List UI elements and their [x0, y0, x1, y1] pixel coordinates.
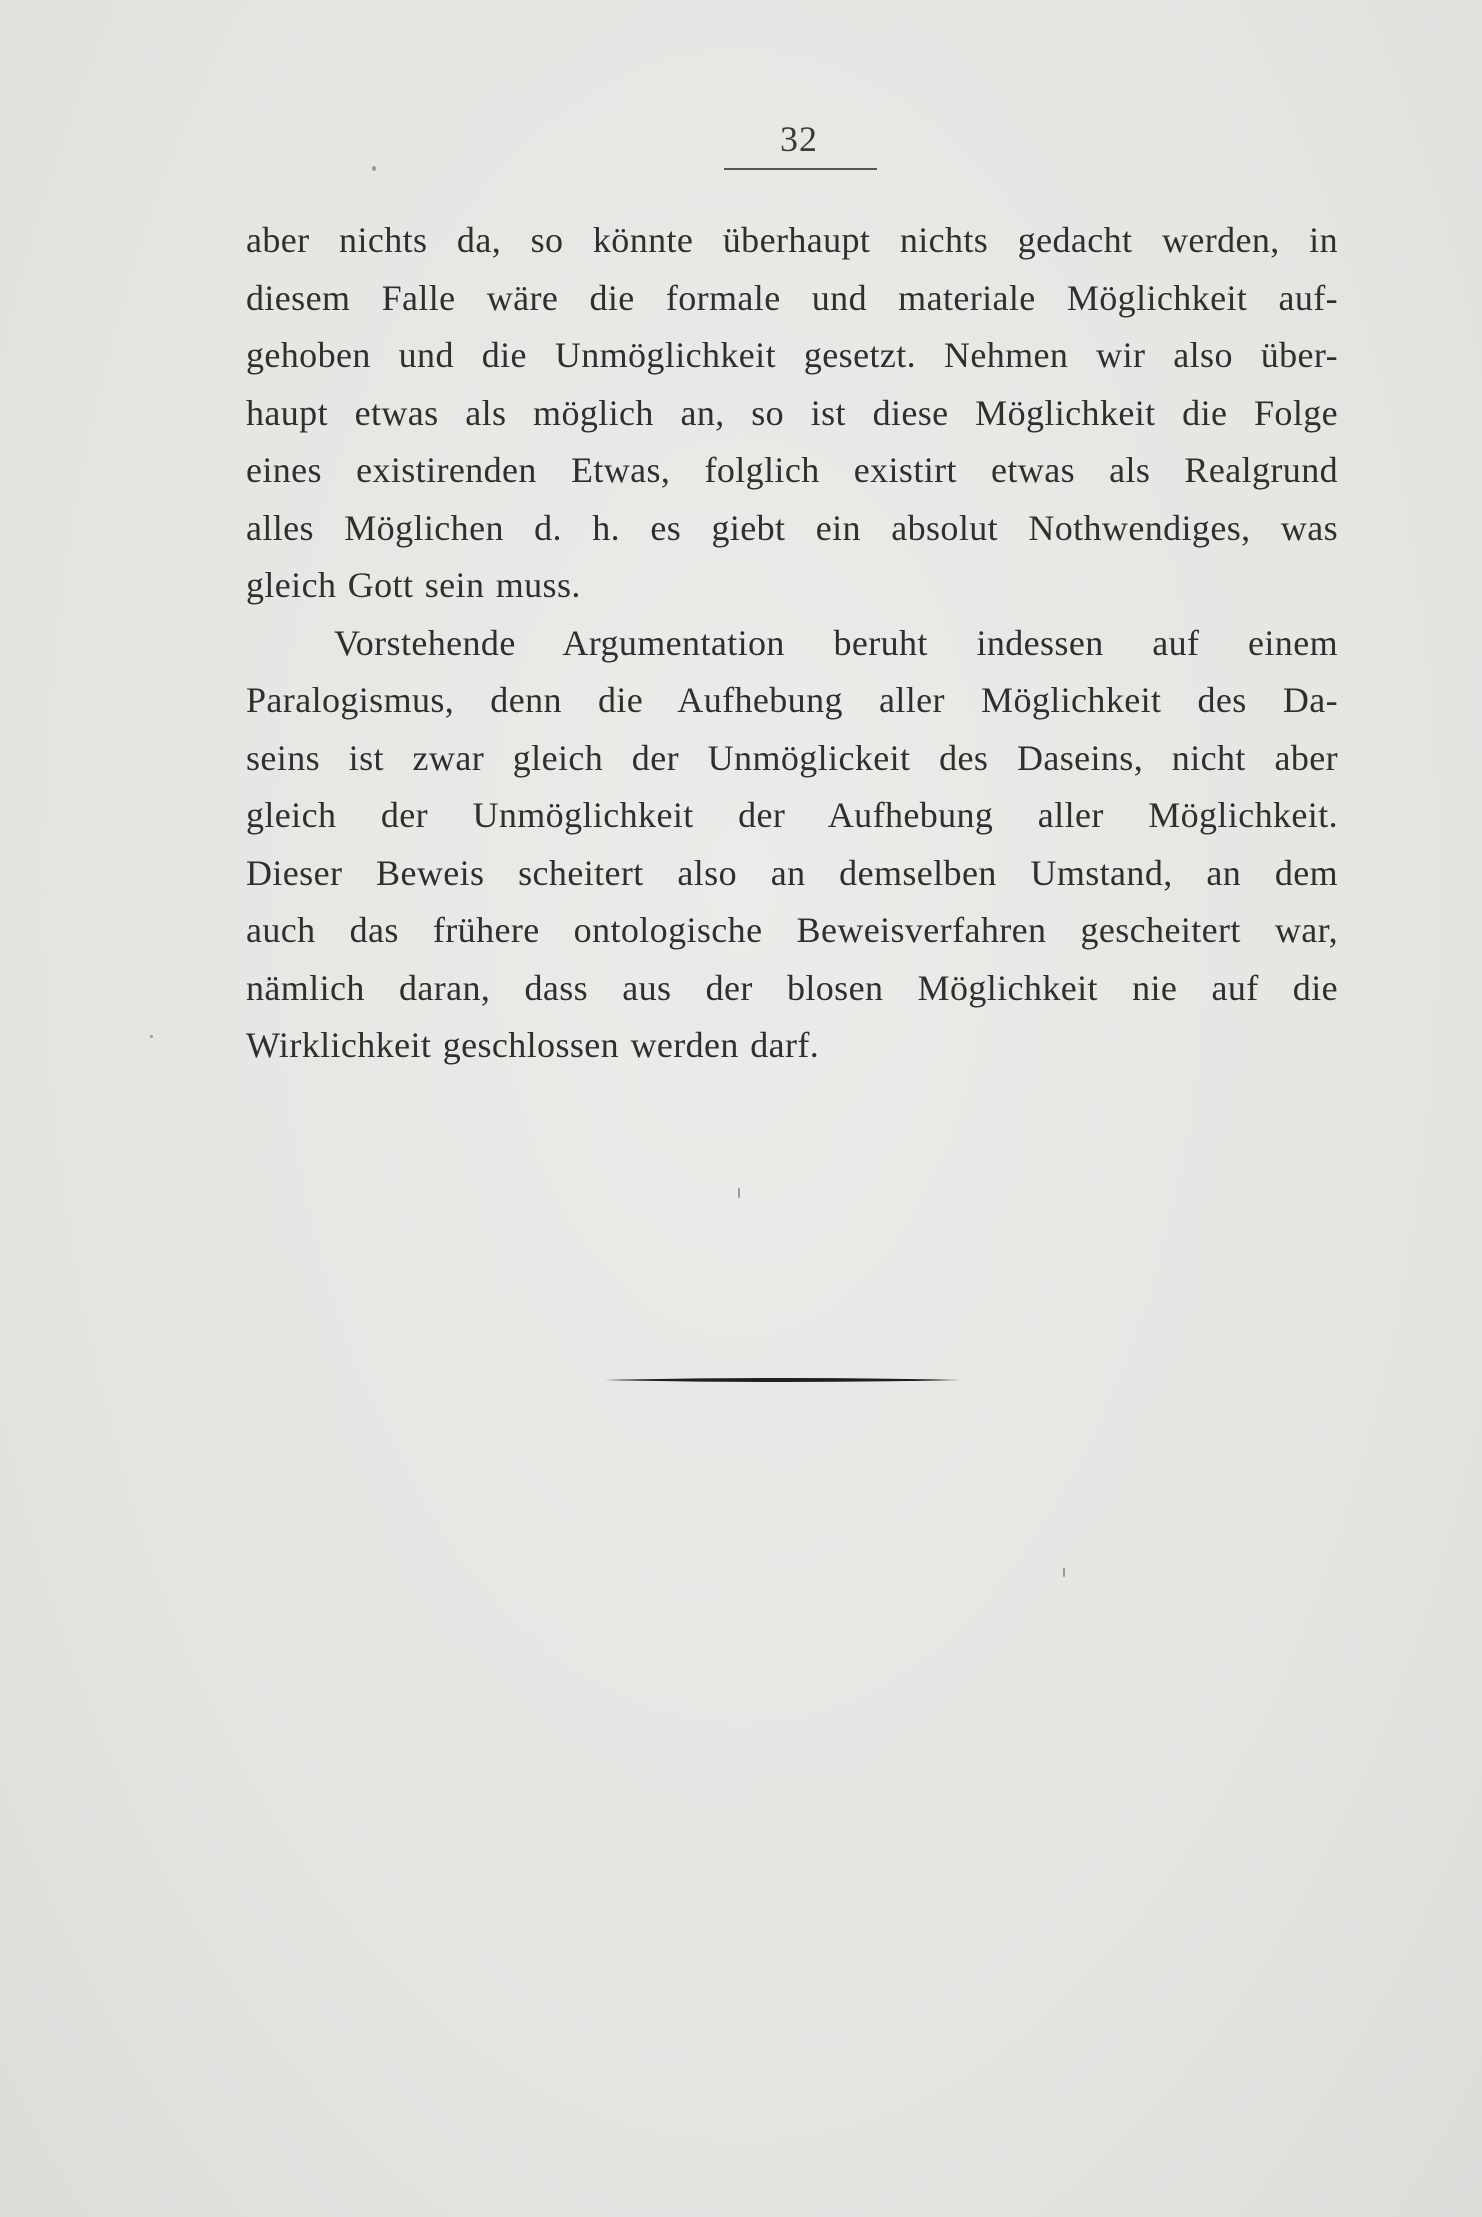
- text-line: nämlich daran, dass aus der blosen Möglichkeit nie auf die: [246, 967, 1338, 1008]
- text-line: gehoben und die Unmöglichkeit gesetzt. Nehmen wir also über-: [246, 335, 1338, 375]
- paper-speck: [150, 1035, 153, 1038]
- page-number-rule: [724, 168, 877, 170]
- text-line: eines existirenden Etwas, folglich existirt etwas als Realgrund: [246, 450, 1338, 490]
- paper-speck: [1063, 1568, 1065, 1577]
- text-line: haupt etwas als möglich an, so ist diese Möglichkeit die Folge: [246, 392, 1338, 433]
- paper-speck: [738, 1188, 740, 1198]
- paragraph-1: [246, 212, 1338, 615]
- text-line: auch das frühere ontologische Beweisverfahren gescheitert war,: [246, 910, 1338, 950]
- text-line: gleich der Unmöglichkeit der Aufhebung aller Möglichkeit.: [246, 795, 1338, 835]
- text-line: aber nichts da, so könnte überhaupt nichts gedacht werden, in: [246, 220, 1338, 260]
- text-line: seins ist zwar gleich der Unmöglickeit des Daseins, nicht aber: [246, 737, 1338, 778]
- paper-speck: [372, 166, 376, 171]
- page-number: 32: [780, 119, 818, 159]
- paragraph-2: [246, 615, 1338, 1075]
- text-line: gleich Gott sein muss.: [246, 565, 581, 605]
- body-text: [246, 212, 1338, 1075]
- text-line: Paralogismus, denn die Aufhebung aller Möglichkeit des Da-: [246, 680, 1338, 720]
- text-line: Wirklichkeit geschlossen werden darf.: [246, 1025, 820, 1065]
- end-ornament-rule: [605, 1376, 960, 1384]
- text-line: Vorstehende Argumentation beruht indessen auf einem: [334, 622, 1338, 663]
- text-line: alles Möglichen d. h. es giebt ein absolut Nothwendiges, was: [246, 507, 1338, 548]
- text-line: Dieser Beweis scheitert also an demselben Umstand, an dem: [246, 852, 1338, 893]
- text-line: diesem Falle wäre die formale und materiale Möglichkeit auf-: [246, 277, 1338, 318]
